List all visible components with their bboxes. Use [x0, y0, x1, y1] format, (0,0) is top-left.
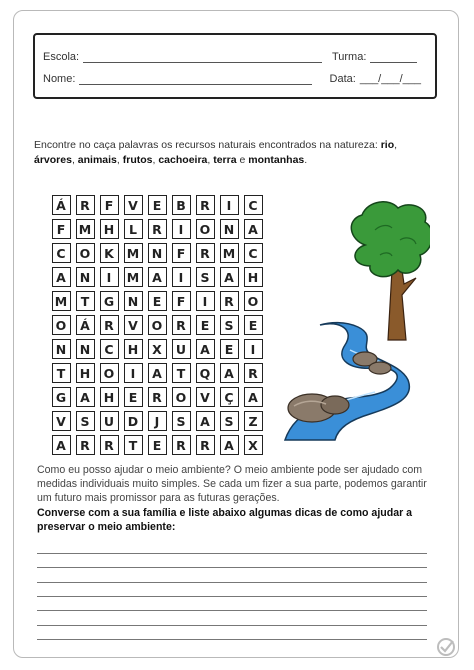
grid-letter: H	[244, 267, 263, 287]
grid-cell[interactable]	[73, 409, 97, 433]
grid-cell[interactable]	[97, 289, 121, 313]
grid-cell[interactable]	[97, 433, 121, 457]
grid-letter: I	[100, 267, 119, 287]
grid-cell[interactable]	[145, 193, 169, 217]
grid-cell[interactable]	[97, 409, 121, 433]
grid-letter: N	[76, 267, 95, 287]
grid-letter: M	[220, 243, 239, 263]
grid-cell[interactable]	[169, 217, 193, 241]
grid-cell[interactable]	[73, 289, 97, 313]
grid-row	[49, 241, 265, 265]
answer-line[interactable]	[37, 596, 427, 597]
date-field[interactable]: ___/___/___	[359, 73, 421, 85]
grid-cell[interactable]	[169, 193, 193, 217]
grid-cell[interactable]	[49, 361, 73, 385]
grid-cell[interactable]	[73, 361, 97, 385]
grid-letter: C	[244, 243, 263, 263]
grid-letter: Ç	[220, 387, 239, 407]
grid-letter: E	[148, 195, 167, 215]
grid-cell[interactable]	[241, 217, 265, 241]
grid-letter: R	[148, 219, 167, 239]
answer-line[interactable]	[37, 567, 427, 568]
grid-cell[interactable]	[49, 433, 73, 457]
grid-cell[interactable]	[193, 241, 217, 265]
grid-letter: A	[244, 219, 263, 239]
task-instruction: Converse com a sua família e liste abaixo algumas dicas de como ajudar a preservar o meio ambiente:	[37, 507, 413, 533]
grid-letter: S	[76, 411, 95, 431]
grid-cell[interactable]	[145, 409, 169, 433]
grid-letter: A	[52, 435, 71, 455]
grid-cell[interactable]	[97, 265, 121, 289]
grid-cell[interactable]	[73, 193, 97, 217]
grid-cell[interactable]	[145, 241, 169, 265]
grid-letter: Z	[244, 411, 263, 431]
grid-row	[49, 265, 265, 289]
answer-line[interactable]	[37, 582, 427, 583]
grid-letter: E	[124, 387, 143, 407]
header-row-school	[43, 47, 421, 63]
grid-letter: V	[52, 411, 71, 431]
grid-cell[interactable]	[241, 361, 265, 385]
grid-letter: A	[220, 435, 239, 455]
grid-cell[interactable]	[145, 433, 169, 457]
grid-cell[interactable]	[193, 217, 217, 241]
grid-cell[interactable]	[241, 337, 265, 361]
grid-cell[interactable]	[73, 241, 97, 265]
grid-letter: Q	[196, 363, 215, 383]
grid-cell[interactable]	[217, 193, 241, 217]
grid-cell[interactable]	[169, 337, 193, 361]
grid-letter: V	[196, 387, 215, 407]
grid-letter: R	[220, 291, 239, 311]
grid-cell[interactable]	[169, 409, 193, 433]
grid-letter: A	[196, 339, 215, 359]
grid-cell[interactable]	[121, 337, 145, 361]
word-animais: animais	[77, 153, 117, 166]
grid-letter: O	[172, 387, 191, 407]
grid-letter: H	[100, 387, 119, 407]
grid-letter: C	[244, 195, 263, 215]
grid-cell[interactable]	[193, 289, 217, 313]
grid-letter: C	[52, 243, 71, 263]
grid-letter: G	[52, 387, 71, 407]
grid-letter: I	[172, 219, 191, 239]
grid-letter: A	[196, 411, 215, 431]
grid-letter: I	[172, 267, 191, 287]
separator: ,	[152, 153, 159, 166]
grid-letter: O	[76, 243, 95, 263]
grid-cell[interactable]	[49, 217, 73, 241]
grid-cell[interactable]	[193, 409, 217, 433]
grid-cell[interactable]	[169, 433, 193, 457]
grid-letter: A	[76, 387, 95, 407]
grid-cell[interactable]	[121, 433, 145, 457]
grid-letter: O	[52, 315, 71, 335]
grid-letter: H	[76, 363, 95, 383]
grid-cell[interactable]	[193, 433, 217, 457]
separator: ,	[394, 139, 398, 151]
grid-letter: E	[244, 315, 263, 335]
grid-letter: O	[244, 291, 263, 311]
grid-cell[interactable]	[121, 265, 145, 289]
answer-line[interactable]	[37, 553, 427, 554]
separator: ,	[71, 153, 78, 166]
grid-letter: X	[148, 339, 167, 359]
grid-cell[interactable]	[217, 241, 241, 265]
grid-cell[interactable]	[193, 313, 217, 337]
grid-cell[interactable]	[49, 313, 73, 337]
grid-letter: F	[172, 291, 191, 311]
name-field[interactable]	[79, 73, 311, 85]
grid-letter: I	[244, 339, 263, 359]
grid-letter: R	[76, 435, 95, 455]
grid-letter: Á	[76, 315, 95, 335]
grid-cell[interactable]	[97, 241, 121, 265]
grid-cell[interactable]	[49, 385, 73, 409]
grid-letter: A	[220, 267, 239, 287]
grid-cell[interactable]	[121, 409, 145, 433]
grid-letter: N	[148, 243, 167, 263]
word-montanhas: montanhas	[248, 153, 305, 166]
check-logo-icon	[435, 636, 457, 658]
grid-cell[interactable]	[121, 241, 145, 265]
separator: ,	[116, 153, 123, 166]
grid-cell[interactable]	[217, 433, 241, 457]
grid-row	[49, 337, 265, 361]
grid-cell[interactable]	[145, 289, 169, 313]
grid-cell[interactable]	[217, 409, 241, 433]
grid-cell[interactable]	[145, 361, 169, 385]
name-label: Nome:	[43, 73, 76, 85]
grid-letter: N	[52, 339, 71, 359]
grid-row	[49, 361, 265, 385]
grid-letter: S	[220, 411, 239, 431]
grid-letter: B	[172, 195, 191, 215]
grid-cell[interactable]	[169, 241, 193, 265]
grid-cell[interactable]	[241, 313, 265, 337]
grid-cell[interactable]	[49, 193, 73, 217]
grid-letter: O	[148, 315, 167, 335]
grid-letter: R	[172, 315, 191, 335]
grid-cell[interactable]	[97, 385, 121, 409]
grid-letter: E	[148, 435, 167, 455]
grid-letter: M	[124, 243, 143, 263]
grid-cell[interactable]	[73, 433, 97, 457]
grid-letter: E	[196, 315, 215, 335]
grid-letter: M	[52, 291, 71, 311]
grid-cell[interactable]	[145, 313, 169, 337]
instruction-text: Encontre no caça palavras os recursos naturais encontrados na natureza:	[34, 139, 381, 151]
grid-cell[interactable]	[49, 337, 73, 361]
student-info-box	[33, 33, 437, 99]
word-cachoeira: cachoeira	[158, 153, 208, 166]
class-label: Turma:	[331, 51, 367, 63]
grid-letter: U	[100, 411, 119, 431]
word-terra: terra	[213, 153, 237, 166]
grid-row	[49, 217, 265, 241]
grid-cell[interactable]	[73, 385, 97, 409]
grid-cell[interactable]	[193, 385, 217, 409]
school-field[interactable]	[83, 51, 322, 63]
grid-cell[interactable]	[217, 313, 241, 337]
grid-letter: J	[148, 411, 167, 431]
grid-letter: R	[196, 435, 215, 455]
tree-icon	[351, 202, 430, 340]
grid-letter: X	[244, 435, 263, 455]
grid-cell[interactable]	[121, 313, 145, 337]
word-rio: rio	[380, 139, 395, 151]
grid-cell[interactable]	[121, 217, 145, 241]
grid-letter: F	[100, 195, 119, 215]
grid-cell[interactable]	[169, 289, 193, 313]
grid-letter: E	[148, 291, 167, 311]
nature-illustration	[280, 200, 430, 450]
grid-cell[interactable]	[193, 193, 217, 217]
grid-cell[interactable]	[145, 265, 169, 289]
grid-cell[interactable]	[217, 265, 241, 289]
grid-cell[interactable]	[217, 361, 241, 385]
grid-cell[interactable]	[241, 409, 265, 433]
grid-letter: V	[124, 315, 143, 335]
grid-letter: U	[172, 339, 191, 359]
grid-letter: T	[124, 435, 143, 455]
grid-cell[interactable]	[49, 241, 73, 265]
grid-letter: I	[124, 363, 143, 383]
grid-letter: S	[220, 315, 239, 335]
date-label: Data:	[329, 73, 356, 85]
word-frutos: frutos	[122, 153, 153, 166]
grid-cell[interactable]	[241, 433, 265, 457]
separator: .	[304, 153, 308, 166]
grid-letter: F	[172, 243, 191, 263]
grid-row	[49, 193, 265, 217]
grid-row	[49, 385, 265, 409]
grid-letter: Á	[52, 195, 71, 215]
grid-letter: N	[124, 291, 143, 311]
grid-cell[interactable]	[121, 193, 145, 217]
grid-cell[interactable]	[97, 313, 121, 337]
grid-letter: A	[220, 363, 239, 383]
grid-letter: N	[76, 339, 95, 359]
class-field[interactable]	[370, 51, 417, 63]
grid-letter: C	[100, 339, 119, 359]
grid-row	[49, 433, 265, 457]
grid-cell[interactable]	[73, 313, 97, 337]
grid-cell[interactable]	[217, 385, 241, 409]
grid-letter: T	[76, 291, 95, 311]
grid-letter: I	[196, 291, 215, 311]
grid-row	[49, 409, 265, 433]
grid-cell[interactable]	[241, 265, 265, 289]
grid-letter: R	[76, 195, 95, 215]
word-search-grid	[49, 193, 265, 457]
grid-cell[interactable]	[169, 313, 193, 337]
separator: e	[236, 153, 249, 166]
grid-letter: R	[196, 195, 215, 215]
grid-row	[49, 313, 265, 337]
grid-cell[interactable]	[97, 193, 121, 217]
grid-letter: G	[100, 291, 119, 311]
grid-cell[interactable]	[241, 241, 265, 265]
grid-cell[interactable]	[241, 385, 265, 409]
grid-row	[49, 289, 265, 313]
grid-letter: T	[172, 363, 191, 383]
grid-letter: H	[124, 339, 143, 359]
grid-cell[interactable]	[217, 337, 241, 361]
grid-letter: S	[172, 411, 191, 431]
grid-letter: F	[52, 219, 71, 239]
grid-letter: R	[148, 387, 167, 407]
school-label: Escola:	[43, 51, 80, 63]
grid-cell[interactable]	[193, 337, 217, 361]
grid-letter: A	[148, 363, 167, 383]
grid-cell[interactable]	[193, 265, 217, 289]
grid-letter: E	[220, 339, 239, 359]
grid-cell[interactable]	[169, 265, 193, 289]
grid-cell[interactable]	[217, 217, 241, 241]
grid-cell[interactable]	[97, 361, 121, 385]
grid-letter: D	[124, 411, 143, 431]
grid-cell[interactable]	[49, 265, 73, 289]
grid-cell[interactable]	[145, 337, 169, 361]
grid-cell[interactable]	[121, 385, 145, 409]
separator: ,	[207, 153, 214, 166]
grid-cell[interactable]	[217, 289, 241, 313]
grid-cell[interactable]	[49, 289, 73, 313]
answer-line[interactable]	[37, 625, 427, 626]
grid-cell[interactable]	[97, 217, 121, 241]
grid-letter: I	[220, 195, 239, 215]
grid-cell[interactable]	[193, 361, 217, 385]
grid-cell[interactable]	[97, 337, 121, 361]
grid-cell[interactable]	[49, 409, 73, 433]
grid-cell[interactable]	[241, 289, 265, 313]
grid-letter: O	[196, 219, 215, 239]
grid-cell[interactable]	[121, 289, 145, 313]
grid-cell[interactable]	[73, 265, 97, 289]
header-row-name	[43, 69, 421, 85]
grid-letter: K	[100, 243, 119, 263]
grid-letter: A	[52, 267, 71, 287]
grid-letter: L	[124, 219, 143, 239]
body-paragraph: Como eu posso ajudar o meio ambiente? O meio ambiente pode ser ajudado com medidas individuais muito simples. Se cada um fizer a sua parte, podemos garantir um futuro mais promissor para as futuras gerações.	[37, 464, 427, 504]
grid-letter: N	[220, 219, 239, 239]
grid-cell[interactable]	[73, 337, 97, 361]
grid-cell[interactable]	[73, 217, 97, 241]
grid-letter: R	[244, 363, 263, 383]
grid-letter: H	[100, 219, 119, 239]
word-arvores: árvores	[34, 153, 72, 166]
grid-cell[interactable]	[145, 217, 169, 241]
grid-cell[interactable]	[169, 385, 193, 409]
grid-letter: R	[100, 435, 119, 455]
grid-letter: A	[148, 267, 167, 287]
grid-letter: S	[196, 267, 215, 287]
grid-cell[interactable]	[241, 193, 265, 217]
grid-letter: M	[76, 219, 95, 239]
answer-line[interactable]	[37, 610, 427, 611]
grid-letter: R	[172, 435, 191, 455]
grid-letter: M	[124, 267, 143, 287]
grid-letter: T	[52, 363, 71, 383]
word-search-instructions	[34, 138, 434, 167]
answer-line[interactable]	[37, 639, 427, 640]
grid-letter: R	[100, 315, 119, 335]
grid-letter: R	[196, 243, 215, 263]
grid-letter: O	[100, 363, 119, 383]
grid-cell[interactable]	[121, 361, 145, 385]
grid-cell[interactable]	[145, 385, 169, 409]
grid-cell[interactable]	[169, 361, 193, 385]
grid-letter: A	[244, 387, 263, 407]
grid-letter: V	[124, 195, 143, 215]
